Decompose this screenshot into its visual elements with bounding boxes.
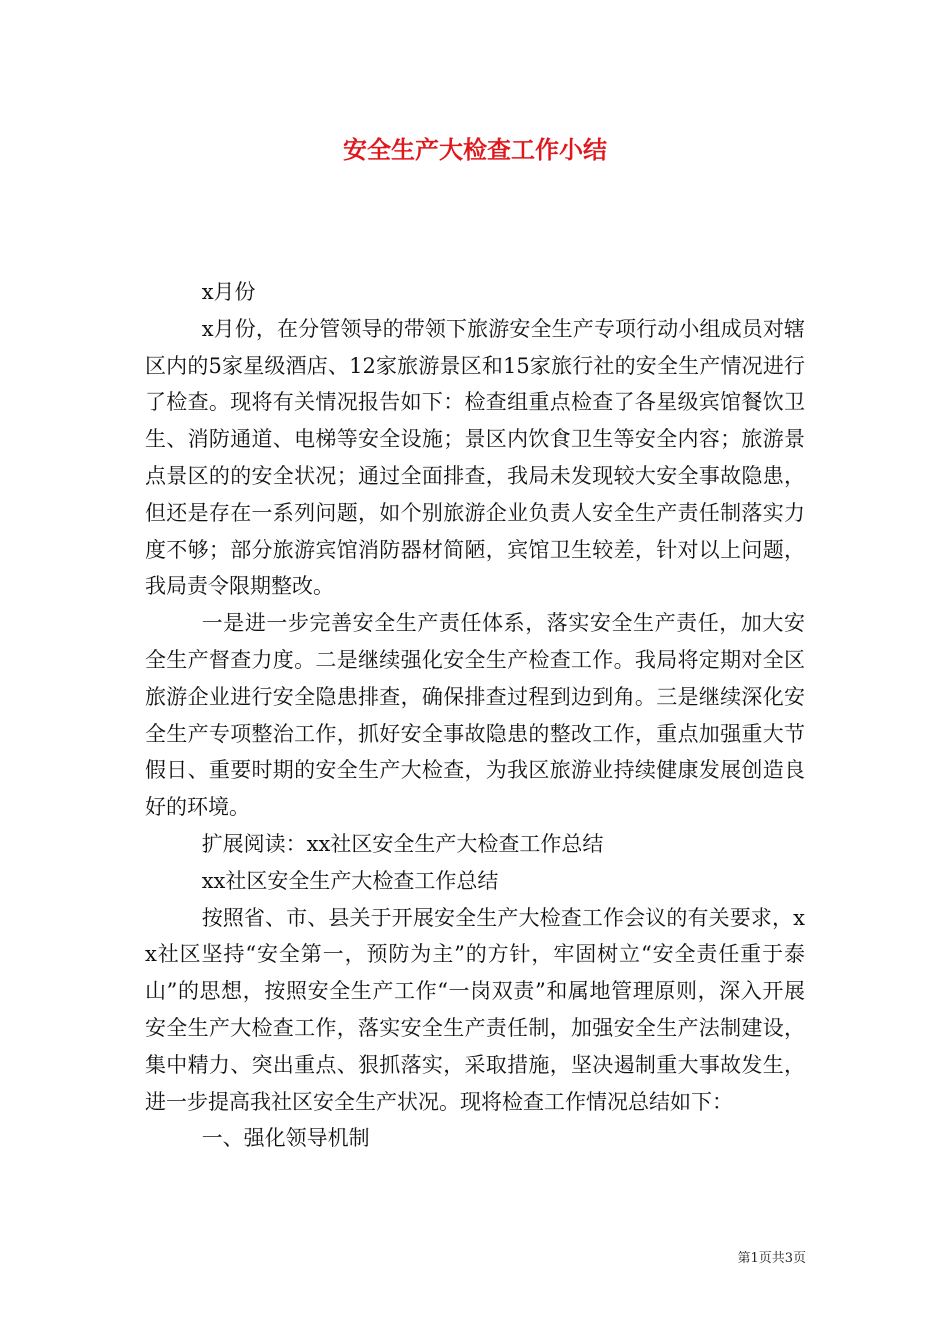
paragraph: x月份	[201, 280, 256, 304]
paragraph: x月份，在分管领导的带领下旅游安全生产专项行动小组成员对辖区内的5家星级酒店、12家旅游景区和15家旅行社的安全生产情况进行了检查。现将有关情况报告如下：检查组重点检查了各星级宾馆餐饮卫生、消防通道、电梯等安全设施；景区内饮食卫生等安全内容；旅游景点景区的的安全状况；通过全面排查，我局未发现较大安全事故隐患，但还是存在一系列问题，如个别旅游企业负责人安全生产责任制落实力度不够；部分旅游宾馆消防器材简陋，宾馆卫生较差，针对以上问题，我局责令限期整改。	[145, 316, 805, 599]
paragraph: 按照省、市、县关于开展安全生产大检查工作会议的有关要求，xx社区坚持“安全第一，预防为主”的方针，牢固树立“安全责任重于泰山”的思想，按照安全生产工作“一岗双责”和属地管理原则，深入开展安全生产大检查工作，落实安全生产责任制，加强安全生产法制建设，集中精力、突出重点、狠抓落实，采取措施，坚决遏制重大事故发生，进一步提高我社区安全生产状况。现将检查工作情况总结如下：	[145, 905, 805, 1114]
paragraph: xx社区安全生产大检查工作总结	[201, 868, 499, 893]
document-body	[145, 274, 805, 1157]
page-title: 安全生产大检查工作小结	[343, 136, 607, 164]
paragraph: 扩展阅读：xx社区安全生产大检查工作总结	[201, 831, 604, 856]
page-number: 第1页共3页	[737, 1251, 806, 1266]
section-heading: 一、强化领导机制	[201, 1126, 370, 1151]
paragraph: 一是进一步完善安全生产责任体系，落实安全生产责任，加大安全生产督查力度。二是继续强化安全生产检查工作。我局将定期对全区旅游企业进行安全隐患排查，确保排查过程到边到角。三是继续深化安全生产专项整治工作，抓好安全事故隐患的整改工作，重点加强重大节假日、重要时期的安全生产大检查，为我区旅游业持续健康发展创造良好的环境。	[145, 611, 805, 820]
